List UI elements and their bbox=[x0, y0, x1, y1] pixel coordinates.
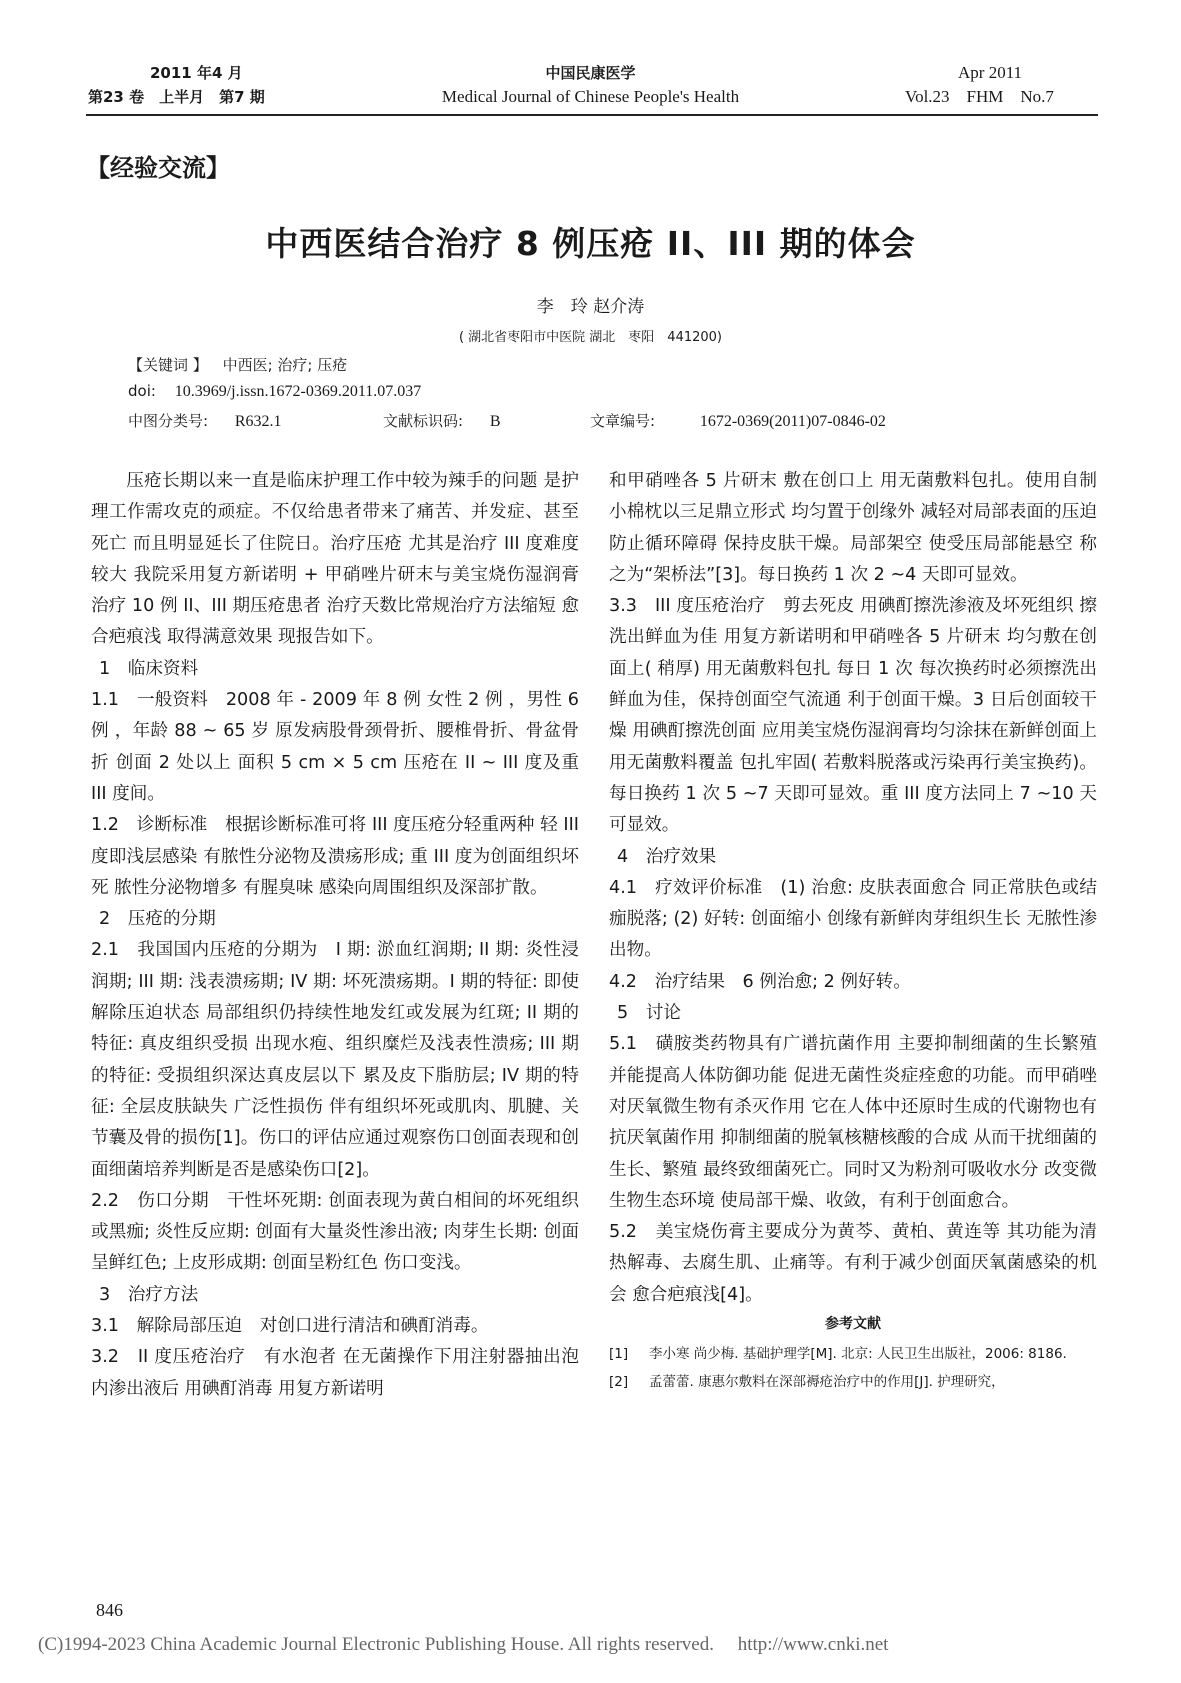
paragraph: 压疮长期以来一直是临床护理工作中较为辣手的问题 是护理工作需攻克的顽症。不仅给患者带来了痛苦、并发症、甚至死亡 而且明显延长了住院日。治疗压疮 尤其是治疗 III 度难度较大 我院采用复方新诺明 + 甲硝唑片研末与美宝烧伤湿润膏治疗 10 例 II、III 期压疮患者 治疗天数比常规治疗方法缩短 愈合疤痕浅 取得满意效果 现报告如下。 bbox=[91, 471, 579, 648]
header-date: 2011 年4 月 bbox=[150, 64, 243, 82]
paragraph: 3.2 II 度压疮治疗 有水泡者 在无菌操作下用注射器抽出泡内渗出液后 用碘酊消毒 用复方新诺明 bbox=[91, 1347, 579, 1399]
reference-text: 李小寒 尚少梅. 基础护理学[M]. 北京: 人民卫生出版社，2006: 8186. bbox=[649, 1346, 1067, 1363]
article-title: 中西医结合治疗 8 例压疮 II、III 期的体会 bbox=[265, 224, 916, 263]
section-heading: 5 讨论 bbox=[617, 1003, 681, 1024]
keywords-row bbox=[128, 354, 347, 375]
affiliation: ( 湖北省枣阳市中医院 湖北 枣阳 441200) bbox=[458, 330, 723, 345]
article-no-label: 文章编号: bbox=[590, 412, 656, 430]
page-number: 846 bbox=[96, 1600, 123, 1620]
reference-number: [2] bbox=[609, 1374, 629, 1391]
header-journal-cn: 中国民康医学 bbox=[545, 64, 636, 82]
reference-text: 孟蕾蕾. 康惠尔敷料在深部褥疮治疗中的作用[J]. 护理研究， bbox=[649, 1374, 1005, 1391]
section-heading: 4 治疗效果 bbox=[617, 846, 717, 867]
header-rule bbox=[86, 114, 1098, 116]
doc-code-value: B bbox=[489, 413, 501, 430]
left-column bbox=[91, 466, 579, 1405]
section-heading: 3 治疗方法 bbox=[99, 1284, 199, 1305]
section-heading: 1 临床资料 bbox=[99, 658, 199, 679]
clc-row bbox=[128, 410, 282, 431]
article-no-value: 1672-0369(2011)07-0846-02 bbox=[699, 413, 886, 430]
paragraph: 4.1 疗效评价标准 (1) 治愈: 皮肤表面愈合 同正常肤色或结痂脱落; (2) 好转: 创面缩小 创缘有新鲜肉芽组织生长 无脓性渗出物。 bbox=[609, 877, 1097, 961]
header-date-en: Apr 2011 bbox=[958, 63, 1023, 82]
right-column bbox=[609, 466, 1097, 1393]
doc-code-label: 文献标识码: bbox=[383, 412, 464, 430]
article-no-row bbox=[590, 410, 886, 431]
keywords: 中西医; 治疗; 压疮 bbox=[222, 356, 348, 374]
clc-label: 中图分类号: bbox=[128, 412, 209, 430]
paragraph: 1.1 一般资料 2008 年 - 2009 年 8 例 女性 2 例 ，男性 6 例 ，年龄 88 ~ 65 岁 原发病股骨颈骨折、腰椎骨折、骨盆骨折 创面 2 处以上 面积 5 cm × 5 cm 压疮在 II ~ III 度及重 III 度间。 bbox=[91, 690, 579, 804]
paragraph: 2.2 伤口分期 干性坏死期: 创面表现为黄白相间的坏死组织或黑痂; 炎性反应期: 创面有大量炎性渗出液; 肉芽生长期: 创面呈鲜红色; 上皮形成期: 创面呈粉红色 伤口变浅。 bbox=[91, 1190, 579, 1274]
header-volume-en: Vol.23 FHM No.7 bbox=[905, 87, 1054, 106]
paragraph: 4.2 治疗结果 6 例治愈; 2 例好转。 bbox=[609, 971, 911, 992]
doi-value: 10.3969/j.issn.1672-0369.2011.07.037 bbox=[174, 383, 422, 400]
references-title: 参考文献 bbox=[825, 1316, 881, 1333]
reference-item bbox=[609, 1343, 1097, 1365]
section-tag: 【经验交流】 bbox=[86, 154, 230, 182]
paragraph: 5.2 美宝烧伤膏主要成分为黄芩、黄柏、黄连等 其功能为清热解毒、去腐生肌、止痛等。有利于减少创面厌氧菌感染的机会 愈合疤痕浅[4]。 bbox=[609, 1222, 1097, 1305]
paragraph: 3.3 III 度压疮治疗 剪去死皮 用碘酊擦洗渗液及坏死组织 擦洗出鲜血为佳 用复方新诺明和甲硝唑各 5 片研末 均匀敷在创面上( 稍厚) 用无菌敷料包扎 每日 1 次 每次换药时必须擦洗出鲜血为佳，保持创面空气流通 利于创面干燥。3 日后创面较干燥 用碘酊擦洗创面 应用美宝烧伤湿润膏均匀涂抹在新鲜创面上 用无菌敷料覆盖 包扎牢固( 若敷料脱落或污染再行美宝换药)。每日换药 1 次 5 ~7 天即可显效。重 III 度方法同上 7 ~10 天可显效。 bbox=[609, 596, 1097, 836]
paragraph: 和甲硝唑各 5 片研末 敷在创口上 用无菌敷料包扎。使用自制小棉枕以三足鼎立形式 均匀置于创缘外 减轻对局部表面的压迫 防止循环障碍 保持皮肤干燥。局部架空 使受压局部能悬空 称之为“架桥法”[3]。每日换药 1 次 2 ~4 天即可显效。 bbox=[609, 471, 1097, 585]
clc-value: R632.1 bbox=[234, 413, 282, 430]
paragraph: 3.1 解除局部压迫 对创口进行清洁和碘酊消毒。 bbox=[91, 1316, 489, 1337]
reference-item bbox=[609, 1371, 1097, 1393]
doi-row bbox=[128, 382, 421, 401]
doc-code-row bbox=[383, 410, 501, 431]
paragraph: 5.1 磺胺类药物具有广谱抗菌作用 主要抑制细菌的生长繁殖 并能提高人体防御功能 促进无菌性炎症痊愈的功能。而甲硝唑对厌氧微生物有杀灭作用 它在人体中还原时生成的代谢物也有抗厌氧菌作用 抑制细菌的脱氧核糖核酸的合成 从而干扰细菌的生长、繁殖 最终致细菌死亡。同时又为粉剂可吸收水分 改变微生物生态环境 使局部干燥、收敛，有利于创面愈合。 bbox=[609, 1034, 1097, 1211]
doi-label: doi: bbox=[128, 382, 156, 400]
header-journal-en: Medical Journal of Chinese People's Health bbox=[441, 87, 740, 106]
reference-number: [1] bbox=[609, 1346, 629, 1363]
paragraph: 1.2 诊断标准 根据诊断标准可将 III 度压疮分轻重两种 轻 III 度即浅层感染 有脓性分泌物及溃疡形成; 重 III 度为创面组织坏死 脓性分泌物增多 有腥臭味 感染向周围组织及深部扩散。 bbox=[91, 815, 579, 898]
header-volume: 第23 卷 上半月 第7 期 bbox=[88, 88, 265, 106]
paragraph: 2.1 我国国内压疮的分期为 I 期: 淤血红润期; II 期: 炎性浸润期; III 期: 浅表溃疡期; IV 期: 坏死溃疡期。I 期的特征: 即使解除压迫状态 局部组织仍持续性地发红或发展为红斑; II 期的特征: 真皮组织受损 出现水疱、组织糜烂及浅表性溃疡; III 期的特征: 受损组织深达真皮层以下 累及皮下脂肪层; IV 期的特征: 全层皮肤缺失 广泛性损伤 伴有组织坏死或肌肉、肌腱、关节囊及骨的损伤[1]。伤口的评估应通过观察伤口创面表现和创面细菌培养判断是否是感染伤口[2]。 bbox=[91, 940, 579, 1180]
section-heading: 2 压疮的分期 bbox=[99, 909, 216, 930]
keywords-label: 【关键词 】 bbox=[128, 356, 208, 374]
copyright-notice: (C)1994-2023 China Academic Journal Electronic Publishing House. All rights reserved. http://www.cnki.net bbox=[38, 1634, 889, 1655]
authors: 李 玲 赵介涛 bbox=[536, 297, 645, 317]
